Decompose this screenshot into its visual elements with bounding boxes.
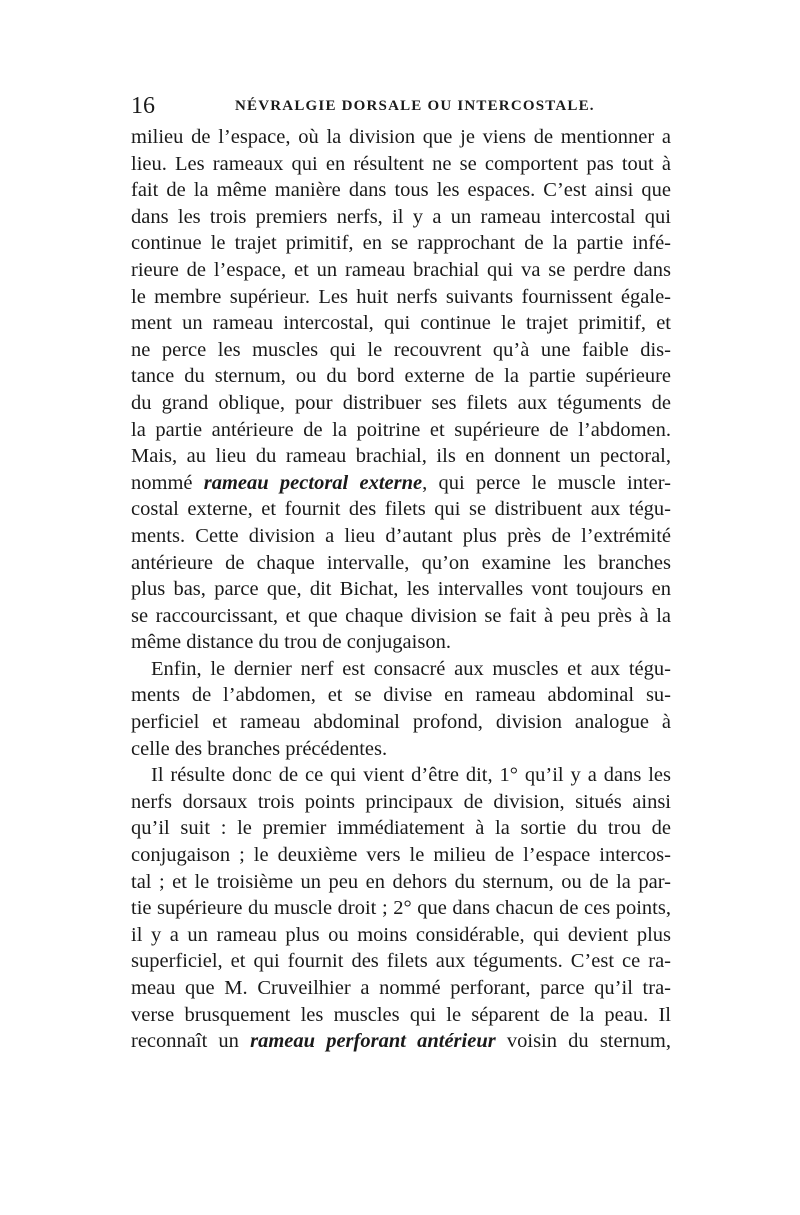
text-segment: reconnaît un	[131, 1030, 251, 1053]
text-line: du grand oblique, pour distribuer ses filets aux téguments de	[131, 391, 671, 414]
text-line: perficiel et rameau abdominal profond, division analogue à	[131, 711, 671, 734]
text-line: celle des branches précédentes.	[131, 737, 388, 760]
text-line: plus bas, parce que, dit Bichat, les intervalles vont toujours en	[131, 578, 671, 601]
text-line: costal externe, et fournit des filets qui se distribuent aux tégu-	[131, 498, 671, 521]
text-segment: , qui perce le muscle inter-	[422, 471, 671, 494]
text-line: verse brusquement les muscles qui le séparent de la peau. Il	[131, 1003, 671, 1026]
text-line-with-italic	[131, 470, 671, 497]
text-line: ne perce les muscles qui le recouvrent qu’à une faible dis-	[131, 338, 671, 361]
text-line: fait de la même manière dans tous les espaces. C’est ainsi que	[131, 179, 671, 202]
text-line: ment un rameau intercostal, qui continue le trajet primitif, et	[131, 312, 671, 335]
page-header	[131, 92, 671, 120]
text-line: ments. Cette division a lieu d’autant plus près de l’extrémité	[131, 524, 671, 547]
text-line-with-italic	[131, 1028, 671, 1055]
text-line: la partie antérieure de la poitrine et supérieure de l’abdomen.	[131, 418, 671, 441]
text-line: continue le trajet primitif, en se rapprochant de la partie infé-	[131, 232, 671, 255]
text-line: conjugaison ; le deuxième vers le milieu de l’espace intercos-	[131, 844, 671, 867]
text-line: même distance du trou de conjugaison.	[131, 631, 451, 654]
text-line: antérieure de chaque intervalle, qu’on examine les branches	[131, 551, 671, 574]
italic-term: rameau pectoral externe	[203, 471, 423, 494]
text-line: tie supérieure du muscle droit ; 2° que dans chacun de ces points,	[131, 897, 671, 920]
text-line: milieu de l’espace, où la division que je viens de mentionner a	[131, 126, 671, 148]
text-line: dans les trois premiers nerfs, il y a un rameau intercostal qui	[131, 205, 671, 228]
text-line: se raccourcissant, et que chaque division se fait à peu près à la	[131, 604, 671, 627]
text-line: Mais, au lieu du rameau brachial, ils en donnent un pectoral,	[131, 445, 671, 468]
text-segment: nommé	[131, 471, 204, 494]
body-text	[131, 124, 671, 1055]
text-line: le membre supérieur. Les huit nerfs suivants fournissent égale-	[131, 285, 671, 308]
text-line: Il résulte donc de ce qui vient d’être dit, 1° qu’il y a dans les	[151, 764, 671, 787]
text-line: rieure de l’espace, et un rameau brachial qui va se perdre dans	[131, 258, 671, 281]
text-line: lieu. Les rameaux qui en résultent ne se comportent pas tout à	[131, 152, 671, 175]
text-line: tal ; et le troisième un peu en dehors du sternum, ou de la par-	[131, 870, 671, 893]
text-line: meau que M. Cruveilhier a nommé perforant, parce qu’il tra-	[131, 977, 671, 999]
text-line: Enfin, le dernier nerf est consacré aux muscles et aux tégu-	[151, 657, 671, 680]
text-line: il y a un rameau plus ou moins considérable, qui devient plus	[131, 923, 671, 946]
text-line: tance du sternum, ou du bord externe de la partie supérieure	[131, 365, 671, 388]
running-title: NÉVRALGIE DORSALE OU INTERCOSTALE.	[235, 98, 595, 114]
text-line: superficiel, et qui fournit des filets aux téguments. C’est ce ra-	[131, 950, 671, 973]
text-line: qu’il suit : le premier immédiatement à la sortie du trou de	[131, 817, 671, 840]
text-segment: voisin du sternum,	[495, 1030, 672, 1053]
text-line: nerfs dorsaux trois points principaux de division, situés ainsi	[131, 790, 671, 813]
page-number: 16	[131, 93, 155, 119]
italic-term: rameau perforant antérieur	[250, 1030, 496, 1053]
text-line: ments de l’abdomen, et se divise en rameau abdominal su-	[131, 684, 671, 707]
